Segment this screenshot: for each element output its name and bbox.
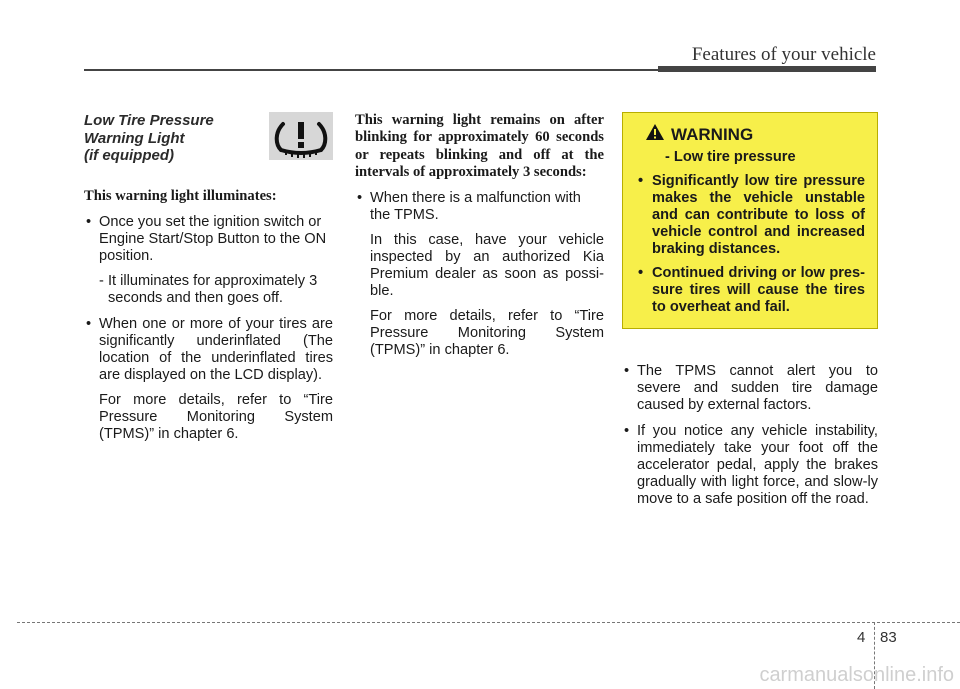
tpms-warning-icon <box>269 112 333 160</box>
header-title: Features of your vehicle <box>691 44 876 65</box>
warning-subtitle: - Low tire pressure <box>665 149 796 165</box>
warning-box <box>622 112 878 329</box>
section-title <box>84 112 254 165</box>
watermark: carmanualsonline.info <box>759 664 954 686</box>
right-column <box>622 112 878 508</box>
intro-text: This warning light remains on after blinking for approximately 60 seconds or repeats blinking and off at the intervals of approximately 3 seconds: <box>355 112 604 180</box>
bullet-text: If you notice any vehicle instability, immediately take your foot off the accelerator pedal, apply the brakes gradually with light force, and slow-ly move to a safe position off the road. <box>637 423 878 507</box>
header-rule-accent <box>658 66 876 72</box>
middle-column <box>355 112 604 359</box>
bullet-text: The TPMS cannot alert you to severe and sudden tire damage caused by external factors. <box>637 363 878 413</box>
paragraph: In this case, have your vehicle inspected by an authorized Kia Premium dealer as soon as possi-ble. <box>370 232 604 300</box>
section-title-line: Warning Light <box>84 129 185 147</box>
warning-item <box>635 265 865 316</box>
bullet-text: Once you set the ignition switch or Engine Start/Stop Button to the ON position. <box>99 213 327 264</box>
footer-rule <box>17 622 960 623</box>
warning-label: WARNING <box>671 125 754 144</box>
section-title-line: (if equipped) <box>84 147 174 164</box>
list-item <box>622 423 878 508</box>
warning-triangle-icon <box>645 123 665 146</box>
warning-item <box>635 173 865 258</box>
sub-item <box>84 273 333 307</box>
list-item <box>84 214 333 265</box>
warning-item-text: Continued driving or low pres-sure tires will cause the tires to overheat and fail. <box>652 265 865 315</box>
dash-mark: - <box>99 272 104 289</box>
bullet-text: When one or more of your tires are significantly underinflated (The location of the underinflated tires are displayed on the LCD display). <box>99 315 333 383</box>
notes <box>622 363 878 508</box>
warning-item-text: Significantly low tire pressure makes the vehicle unstable and can contribute to loss of vehicle control and increased braking distances. <box>652 173 865 257</box>
sub-item-text: It illuminates for approximately 3 seconds and then goes off. <box>108 272 318 306</box>
reference-text: For more details, refer to “Tire Pressure Monitoring System (TPMS)” in chapter 6. <box>99 391 333 442</box>
reference-text: For more details, refer to “Tire Pressure Monitoring System (TPMS)” in chapter 6. <box>370 308 604 359</box>
list-item <box>84 316 333 384</box>
warning-header <box>645 123 865 146</box>
intro-text: This warning light illuminates: <box>84 187 277 204</box>
page-number: 83 <box>880 629 897 646</box>
left-column <box>84 112 333 443</box>
chapter-number: 4 <box>857 629 866 646</box>
bullet-text: When there is a malfunction with the TPMS. <box>370 190 581 224</box>
list-item <box>622 363 878 414</box>
section-title-line: Low Tire Pressure <box>84 112 214 129</box>
list-item <box>355 190 604 224</box>
